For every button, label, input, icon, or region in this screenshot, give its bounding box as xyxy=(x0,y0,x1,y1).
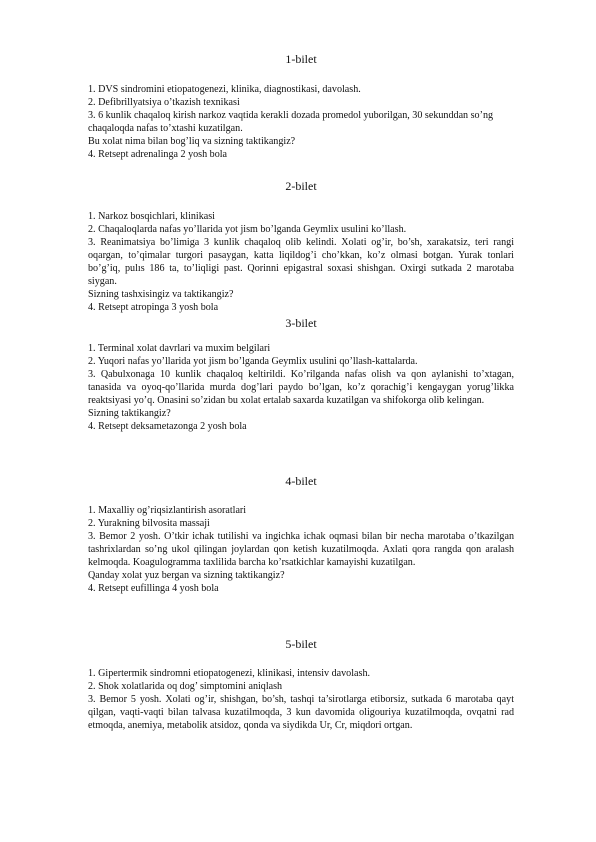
document-page xyxy=(88,52,514,732)
question-4-recipe: 4. Retsept adrenalinga 2 yosh bola xyxy=(88,149,228,160)
ticket-3 xyxy=(88,316,514,433)
case-question: Sizning tashxisingiz va taktikangiz? xyxy=(88,289,234,300)
case-question: Qanday xolat yuz bergan va sizning taktikangiz? xyxy=(88,570,285,581)
ticket-title: 3-bilet xyxy=(285,316,317,330)
question-1: 1. Narkoz bosqichlari, klinikasi xyxy=(88,211,215,222)
question-4-recipe: 4. Retsept deksametazonga 2 yosh bola xyxy=(88,421,247,432)
case-question: Sizning taktikangiz? xyxy=(88,408,171,419)
ticket-title: 4-bilet xyxy=(285,474,317,488)
question-1: 1. Maxalliy og’riqsizlantirish asoratlari xyxy=(88,505,247,516)
question-1: 1. Gipertermik sindromni etiopatogenezi, klinikasi, intensiv davolash. xyxy=(88,668,371,679)
question-3-case: 3. Qabulxonaga 10 kunlik chaqaloq keltirildi. Ko’rilganda nafas olish va qon aylanishi to’xtagan, tanasida va oyoq-qo’llarida murda dog’lari paydo bo’lgan, ko’z qorachig’i kengaygan yorug’likka reaktsiyasi yo’q. Onasini so’zidan bu xolat ertalab saxarda kuzatilgan va shifokorga olib kelingan. xyxy=(88,369,514,406)
question-2: 2. Yurakning bilvosita massaji xyxy=(88,518,210,529)
question-1: 1. Terminal xolat davrlari va muxim belgilari xyxy=(88,343,271,354)
question-4-recipe: 4. Retsept eufillinga 4 yosh bola xyxy=(88,583,219,594)
ticket-title: 5-bilet xyxy=(285,637,317,651)
question-2: 2. Yuqori nafas yo’llarida yot jism bo’lganda Geymlix usulini qo’llash-kattalarda. xyxy=(88,356,418,367)
question-2: 2. Chaqaloqlarda nafas yo’llarida yot jism bo’lganda Geymlix usulini ko’llash. xyxy=(88,224,407,235)
question-2: 2. Defibrillyatsiya o’tkazish texnikasi xyxy=(88,97,240,108)
question-2: 2. Shok xolatlarida oq dog’ simptomini aniqlash xyxy=(88,681,283,692)
ticket-5 xyxy=(88,637,514,732)
question-4-recipe: 4. Retsept atropinga 3 yosh bola xyxy=(88,302,219,313)
question-3-case: 3. Bemor 5 yosh. Xolati og’ir, shishgan, bo’sh, tashqi ta’sirotlarga etiborsiz, sutkada 6 marotaba qayt qilgan, vaqti-vaqti bilan talvasa kuzatilmoqda, 3 kun davomida oligouriya kuzatilmoqda, ovqatni rad etmoqda, anemiya, metabolik atsidoz, qonda va siydikda Ur, Cr, miqdori ortgan. xyxy=(88,694,514,731)
case-question: Bu xolat nima bilan bog’liq va sizning taktikangiz? xyxy=(88,136,296,147)
ticket-title: 1-bilet xyxy=(285,52,317,66)
ticket-2 xyxy=(88,179,514,314)
question-3-case: 3. Reanimatsiya bo’limiga 3 kunlik chaqaloq olib kelindi. Xolati og’ir, bo’sh, xarakatsiz, teri rangi oqargan, to’qimalar turgori pasaygan, katta liqildog’i cho’kkan, ko’z olmasi botgan. Yurak tonlari bo’g’iq, pulıs 186 ta, to’liqligi past. Qorinni epigastral soxasi shishgan. Oxirgi sutkada 2 marotaba siygan. xyxy=(88,237,514,287)
question-3-case: 3. 6 kunlik chaqaloq kirish narkoz vaqtida kerakli dozada promedol yuborilgan, 30 sekunddan so’ng chaqaloqda nafas to’xtashi kuzatilgan. xyxy=(88,110,494,134)
ticket-title: 2-bilet xyxy=(285,179,317,193)
question-3-case: 3. Bemor 2 yosh. O’tkir ichak tutilishi va ingichka ichak oqmasi bilan bir necha marotaba o’tkazilgan tashrixlardan so’ng ukol qilingan joylardan qon ketish kuzatilmoqda. Axlati qora rangda qon aralash kelmoqda. Koagulogramma taxlilida barcha ko’rsatkichlar kamayishi kuzatilgan. xyxy=(88,531,514,568)
question-1: 1. DVS sindromini etiopatogenezi, klinika, diagnostikasi, davolash. xyxy=(88,84,361,95)
ticket-1 xyxy=(88,52,514,161)
ticket-4 xyxy=(88,474,514,595)
